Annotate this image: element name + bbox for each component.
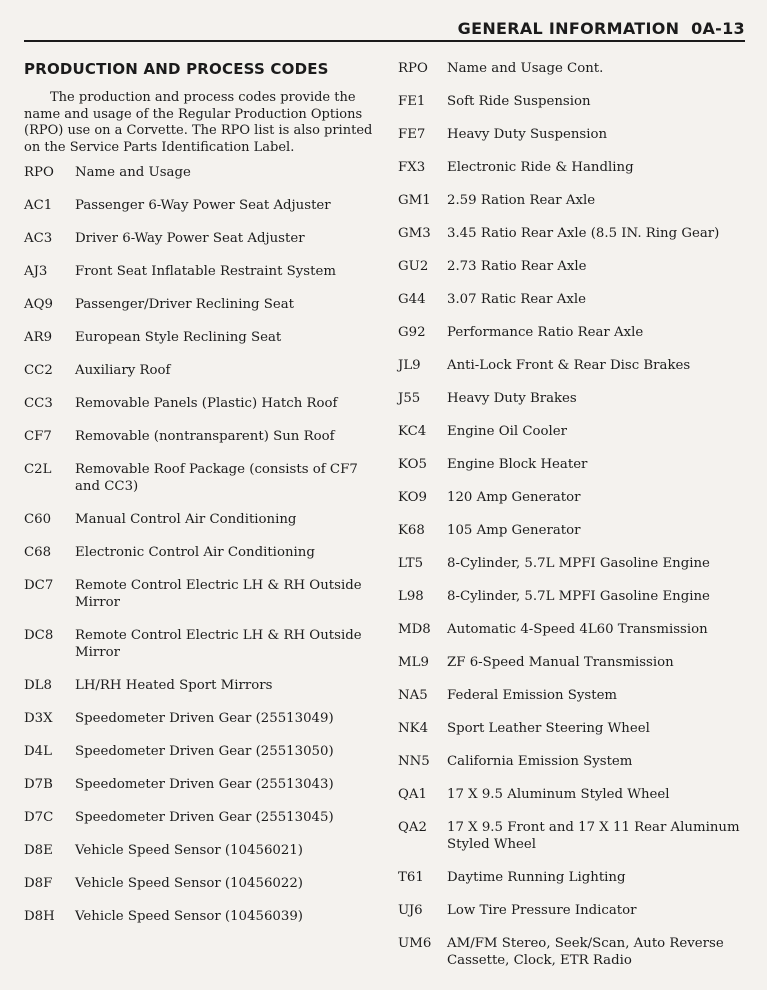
rpo-description: Anti-Lock Front & Rear Disc Brakes (447, 358, 691, 373)
column-header-desc: Name and Usage (75, 165, 191, 180)
rpo-code: MD8 (398, 622, 431, 637)
rpo-code: D3X (24, 711, 53, 726)
rpo-row (398, 555, 750, 572)
rpo-description: Front Seat Inflatable Restraint System (75, 264, 336, 279)
rpo-description: Speedometer Driven Gear (25513045) (75, 810, 334, 825)
rpo-description: Low Tire Pressure Indicator (447, 903, 637, 918)
rpo-row (24, 263, 376, 280)
rpo-description: Engine Block Heater (447, 457, 588, 472)
rpo-code: JL9 (398, 358, 421, 373)
rpo-row (398, 935, 750, 969)
rpo-code: AQ9 (24, 297, 53, 312)
rpo-row (398, 621, 750, 638)
rpo-description: 8-Cylinder, 5.7L MPFI Gasoline Engine (447, 589, 710, 604)
rpo-row (24, 329, 376, 346)
rpo-code: UM6 (398, 936, 432, 951)
rpo-row (398, 786, 750, 803)
rpo-description: Speedometer Driven Gear (25513043) (75, 777, 334, 792)
rpo-code: D4L (24, 744, 52, 759)
left-rpo-list (24, 197, 376, 925)
rpo-code: DL8 (24, 678, 52, 693)
rpo-description: Daytime Running Lighting (447, 870, 626, 885)
rpo-description: Heavy Duty Suspension (447, 127, 608, 142)
rpo-description: California Emission System (447, 754, 633, 769)
page-header (24, 14, 745, 42)
rpo-description: 2.73 Ratio Rear Axle (447, 259, 587, 274)
rpo-code: AJ3 (24, 264, 48, 279)
intro-paragraph: The production and process codes provide the name and usage of the Regular Production Options (RPO) use on a Corvette. The RPO list is also printed on the Service Parts Identification Label. (24, 90, 373, 155)
rpo-code: KO5 (398, 457, 427, 472)
rpo-description: Passenger/Driver Reclining Seat (75, 297, 295, 312)
rpo-description: Heavy Duty Brakes (447, 391, 577, 406)
rpo-row (398, 126, 750, 143)
rpo-code: GM1 (398, 193, 431, 208)
rpo-description: 2.59 Ration Rear Axle (447, 193, 596, 208)
rpo-row (398, 654, 750, 671)
rpo-code: D7B (24, 777, 53, 792)
rpo-code: AC3 (24, 231, 53, 246)
rpo-code: AR9 (24, 330, 53, 345)
rpo-code: QA2 (398, 820, 427, 835)
rpo-row (398, 225, 750, 242)
rpo-code: D8F (24, 876, 53, 891)
rpo-row (398, 522, 750, 539)
rpo-code: KO9 (398, 490, 427, 505)
rpo-row (24, 197, 376, 214)
rpo-code: CC2 (24, 363, 53, 378)
rpo-row (24, 627, 376, 661)
section-title: PRODUCTION AND PROCESS CODES (24, 60, 329, 78)
rpo-code: NA5 (398, 688, 428, 703)
rpo-row (398, 159, 750, 176)
rpo-description: 3.07 Ratic Rear Axle (447, 292, 586, 307)
rpo-row (24, 776, 376, 793)
rpo-description: Removable Panels (Plastic) Hatch Roof (75, 396, 338, 411)
rpo-row (398, 291, 750, 308)
rpo-row (398, 93, 750, 110)
rpo-code: J55 (398, 391, 421, 406)
rpo-description: LH/RH Heated Sport Mirrors (75, 678, 273, 693)
rpo-description: Automatic 4-Speed 4L60 Transmission (447, 622, 708, 637)
rpo-description: Electronic Ride & Handling (447, 160, 634, 175)
rpo-description: Removable (nontransparent) Sun Roof (75, 429, 335, 444)
column-header (24, 164, 376, 181)
rpo-code: C2L (24, 462, 52, 477)
rpo-code: ML9 (398, 655, 429, 670)
rpo-code: FX3 (398, 160, 426, 175)
right-column (398, 56, 750, 985)
rpo-code: D7C (24, 810, 54, 825)
rpo-code: FE7 (398, 127, 426, 142)
rpo-row (24, 875, 376, 892)
rpo-row (398, 489, 750, 506)
rpo-description: AM/FM Stereo, Seek/Scan, Auto Reverse Cassette, Clock, ETR Radio (447, 936, 724, 968)
rpo-code: DC7 (24, 578, 54, 593)
rpo-code: KC4 (398, 424, 427, 439)
column-header-code: RPO (24, 165, 54, 180)
rpo-description: 17 X 9.5 Aluminum Styled Wheel (447, 787, 670, 802)
rpo-row (24, 842, 376, 859)
rpo-row (398, 390, 750, 407)
rpo-row (24, 743, 376, 760)
rpo-row (24, 809, 376, 826)
rpo-code: L98 (398, 589, 424, 604)
rpo-row (398, 423, 750, 440)
rpo-code: C60 (24, 512, 52, 527)
rpo-row (398, 588, 750, 605)
rpo-code: CC3 (24, 396, 53, 411)
rpo-row (24, 544, 376, 561)
rpo-code: T61 (398, 870, 424, 885)
column-header (398, 60, 750, 77)
rpo-description: ZF 6-Speed Manual Transmission (447, 655, 674, 670)
rpo-code: C68 (24, 545, 52, 560)
rpo-description: 8-Cylinder, 5.7L MPFI Gasoline Engine (447, 556, 710, 571)
rpo-code: GU2 (398, 259, 429, 274)
rpo-description: Speedometer Driven Gear (25513050) (75, 744, 334, 759)
rpo-description: Auxiliary Roof (75, 363, 171, 378)
rpo-description: Manual Control Air Conditioning (75, 512, 297, 527)
rpo-code: FE1 (398, 94, 426, 109)
rpo-row (398, 819, 750, 853)
rpo-code: CF7 (24, 429, 52, 444)
rpo-description: 105 Amp Generator (447, 523, 581, 538)
rpo-code: G92 (398, 325, 426, 340)
rpo-description: Federal Emission System (447, 688, 618, 703)
rpo-row (398, 687, 750, 704)
rpo-row (24, 230, 376, 247)
rpo-row (24, 395, 376, 412)
rpo-row (24, 677, 376, 694)
rpo-code: NN5 (398, 754, 430, 769)
rpo-row (398, 753, 750, 770)
rpo-row (398, 902, 750, 919)
rpo-description: Performance Ratio Rear Axle (447, 325, 644, 340)
rpo-row (24, 710, 376, 727)
rpo-description: Passenger 6-Way Power Seat Adjuster (75, 198, 331, 213)
rpo-code: QA1 (398, 787, 427, 802)
rpo-description: Sport Leather Steering Wheel (447, 721, 650, 736)
rpo-description: Speedometer Driven Gear (25513049) (75, 711, 334, 726)
rpo-description: Removable Roof Package (consists of CF7 and CC3) (75, 462, 358, 494)
rpo-row (398, 192, 750, 209)
rpo-description: Vehicle Speed Sensor (10456022) (75, 876, 303, 891)
rpo-row (24, 461, 376, 495)
rpo-description: Remote Control Electric LH & RH Outside Mirror (75, 628, 362, 660)
rpo-code: UJ6 (398, 903, 423, 918)
rpo-code: D8H (24, 909, 55, 924)
rpo-description: 3.45 Ratio Rear Axle (8.5 IN. Ring Gear) (447, 226, 720, 241)
rpo-description: Vehicle Speed Sensor (10456039) (75, 909, 303, 924)
rpo-code: DC8 (24, 628, 54, 643)
rpo-description: Electronic Control Air Conditioning (75, 545, 315, 560)
rpo-row (398, 357, 750, 374)
rpo-row (398, 869, 750, 886)
column-header-desc: Name and Usage Cont. (447, 61, 604, 76)
rpo-row (398, 324, 750, 341)
rpo-row (24, 511, 376, 528)
rpo-description: 17 X 9.5 Front and 17 X 11 Rear Aluminum Styled Wheel (447, 820, 740, 852)
rpo-row (24, 428, 376, 445)
rpo-row (24, 577, 376, 611)
rpo-code: AC1 (24, 198, 53, 213)
rpo-description: Engine Oil Cooler (447, 424, 567, 439)
header-title: GENERAL INFORMATION 0A-13 (457, 19, 745, 38)
rpo-code: K68 (398, 523, 425, 538)
rpo-description: Remote Control Electric LH & RH Outside Mirror (75, 578, 362, 610)
rpo-description: Vehicle Speed Sensor (10456021) (75, 843, 303, 858)
rpo-row (398, 258, 750, 275)
rpo-description: Driver 6-Way Power Seat Adjuster (75, 231, 305, 246)
rpo-description: 120 Amp Generator (447, 490, 581, 505)
rpo-description: European Style Reclining Seat (75, 330, 282, 345)
left-column (24, 56, 376, 941)
rpo-code: NK4 (398, 721, 429, 736)
rpo-row (398, 720, 750, 737)
rpo-description: Soft Ride Suspension (447, 94, 591, 109)
rpo-code: G44 (398, 292, 426, 307)
rpo-code: GM3 (398, 226, 431, 241)
rpo-row (24, 296, 376, 313)
rpo-row (24, 908, 376, 925)
right-rpo-list (398, 93, 750, 969)
rpo-row (398, 456, 750, 473)
column-header-code: RPO (398, 61, 428, 76)
rpo-row (24, 362, 376, 379)
rpo-code: D8E (24, 843, 53, 858)
rpo-code: LT5 (398, 556, 424, 571)
